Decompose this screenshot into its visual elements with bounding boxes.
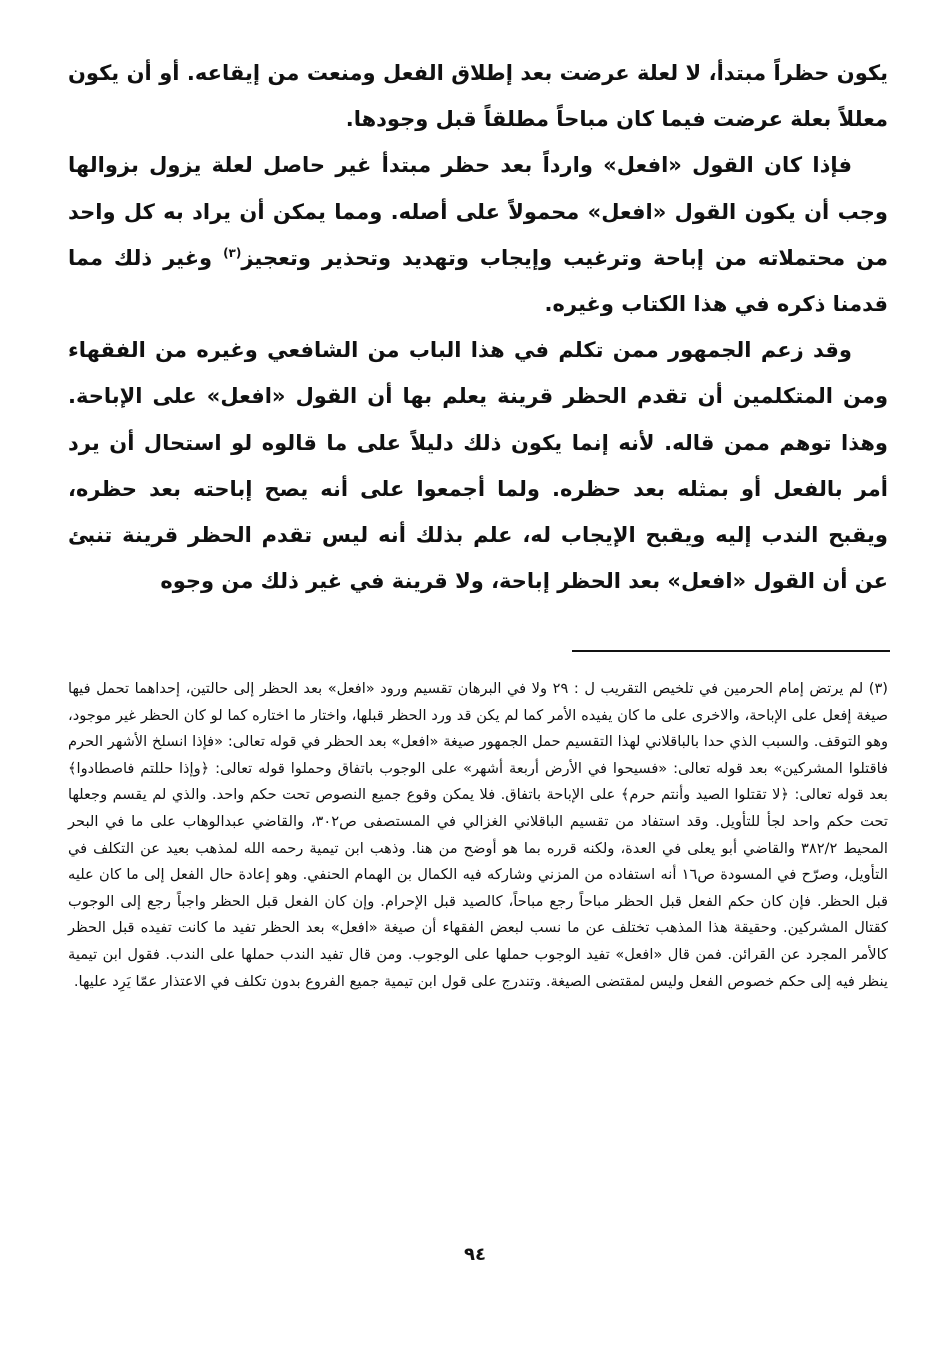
paragraph-3: وقد زعم الجمهور ممن تكلم في هذا الباب من الشافعي وغيره من الفقهاء ومن المتكلمين أن تقدم الحظر قرينة يعلم بها أن القول «افعل» على الإباحة. وهذا توهم ممن قاله. لأنه إنما يكون ذلك دليلاً على ما قالوه لو استحال أن يرد أمر بالفعل أو بمثله بعد حظره. ولما أجمعوا على أنه يصح إباحته بعد حظره، ويقبح الندب إليه ويقبح الإيجاب له، علم بذلك أنه ليس تقدم الحظر قرينة تنبئ عن أن القول «افعل» بعد الحظر إباحة، ولا قرينة في غير ذلك من وجوه bbox=[68, 338, 888, 594]
footnote-3 bbox=[68, 676, 888, 995]
footnote-marker: (٣) bbox=[868, 680, 888, 697]
footnotes bbox=[68, 676, 888, 995]
page-number: ٩٤ bbox=[464, 1244, 486, 1265]
footnote-reference-3: (٣) bbox=[223, 245, 242, 260]
paragraph-2-part-1: فإذا كان القول «افعل» وارداً بعد حظر مبتدأ غير حاصل لعلة يزول بزوالها وجب أن يكون القول «افعل» محمولاً على أصله. ومما يمكن أن يراد به كل واحد من محتملاته من إباحة وترغيب وإيجاب وتهديد وتحذير وتعجيز bbox=[68, 153, 888, 270]
main-text bbox=[68, 50, 888, 604]
footnote-separator bbox=[572, 650, 890, 652]
paragraph-2 bbox=[68, 142, 888, 327]
footnote-text: لم يرتض إمام الحرمين في تلخيص التقريب ل : ٢٩ ولا في البرهان تقسيم ورود «افعل» بعد الحظر إلى حالتين، إحداهما تحمل فيها صيغة إفعل على الإباحة، والاخرى على ما كان يفيده الأمر كما لم يكن قد ورد الحظر قبلها، واختار ما اختاره كما لو كان الحظر غير موجود، وهو التوقف. والسبب الذي حدا بالباقلاني لهذا التقسيم حمل الجمهور صيغة «افعل» بعد الحظر في قوله تعالى: «فإذا انسلخ الأشهر الحرم فاقتلوا المشركين» بعد قوله تعالى: «فسيحوا في الأرض أربعة أشهر» على الوجوب باتفاق وحملوا قوله تعالى: ﴿وإذا حللتم فاصطادوا﴾ بعد قوله تعالى: ﴿لا تقتلوا الصيد وأنتم حرم﴾ على الإباحة باتفاق. فلا يمكن وقوع جميع النصوص تحت حكم واحد. والذي لم يقسم وجعلها تحت حكم واحد لجأ للتأويل. وقد استفاد من تقسيم الباقلاني الغزالي في المستصفى ص٣٠٢، والقاضي عبدالوهاب على ما في البحر المحيط ٣٨٢/٢ والقاضي أبو يعلى في العدة، ولكنه قرره بما هو أوضح من هنا. وذهب ابن تيمية رحمه الله لمذهب بعيد عن التكلف في التأويل، وصرّح في المسودة ص١٦ أنه استفاده من المزني وشاركه فيه الكمال بن الهمام الحنفي. وهو إعادة حال الفعل إلى ما كان عليه قبل الحظر. فإن كان حكم الفعل قبل الحظر مباحاً رجع مباحاً، كالصيد قبل الإحرام. وإن كان الفعل قبل الحظر واجباً رجع إلى الوجوب كقتال المشركين. وحقيقة هذا المذهب تختلف عن ما نسب لبعض الفقهاء أن صيغة «افعل» بعد الحظر تفيد ما كانت تفيده قبل الحظر كالأمر المجرد عن القرائن. فمن قال «افعل» تفيد الوجوب حملها على الوجوب. ومن قال تفيد الندب حملها على الندب. فقول ابن تيمية ينظر فيه إلى حكم خصوص الفعل وليس لمقتضى الصيغة. وتندرج على قول ابن تيمية جميع الفروع بدون تكلف في الاعتذار عمّا يَرِد عليها. bbox=[68, 680, 888, 990]
paragraph-1: يكون حظراً مبتدأ، لا لعلة عرضت بعد إطلاق الفعل ومنعت من إيقاعه. أو أن يكون معللاً بعلة عرضت فيما كان مباحاً مطلقاً قبل وجودها. bbox=[68, 61, 888, 132]
paragraph-2-part-2: وغير ذلك مما قدمنا ذكره في هذا الكتاب وغيره. bbox=[68, 245, 888, 317]
